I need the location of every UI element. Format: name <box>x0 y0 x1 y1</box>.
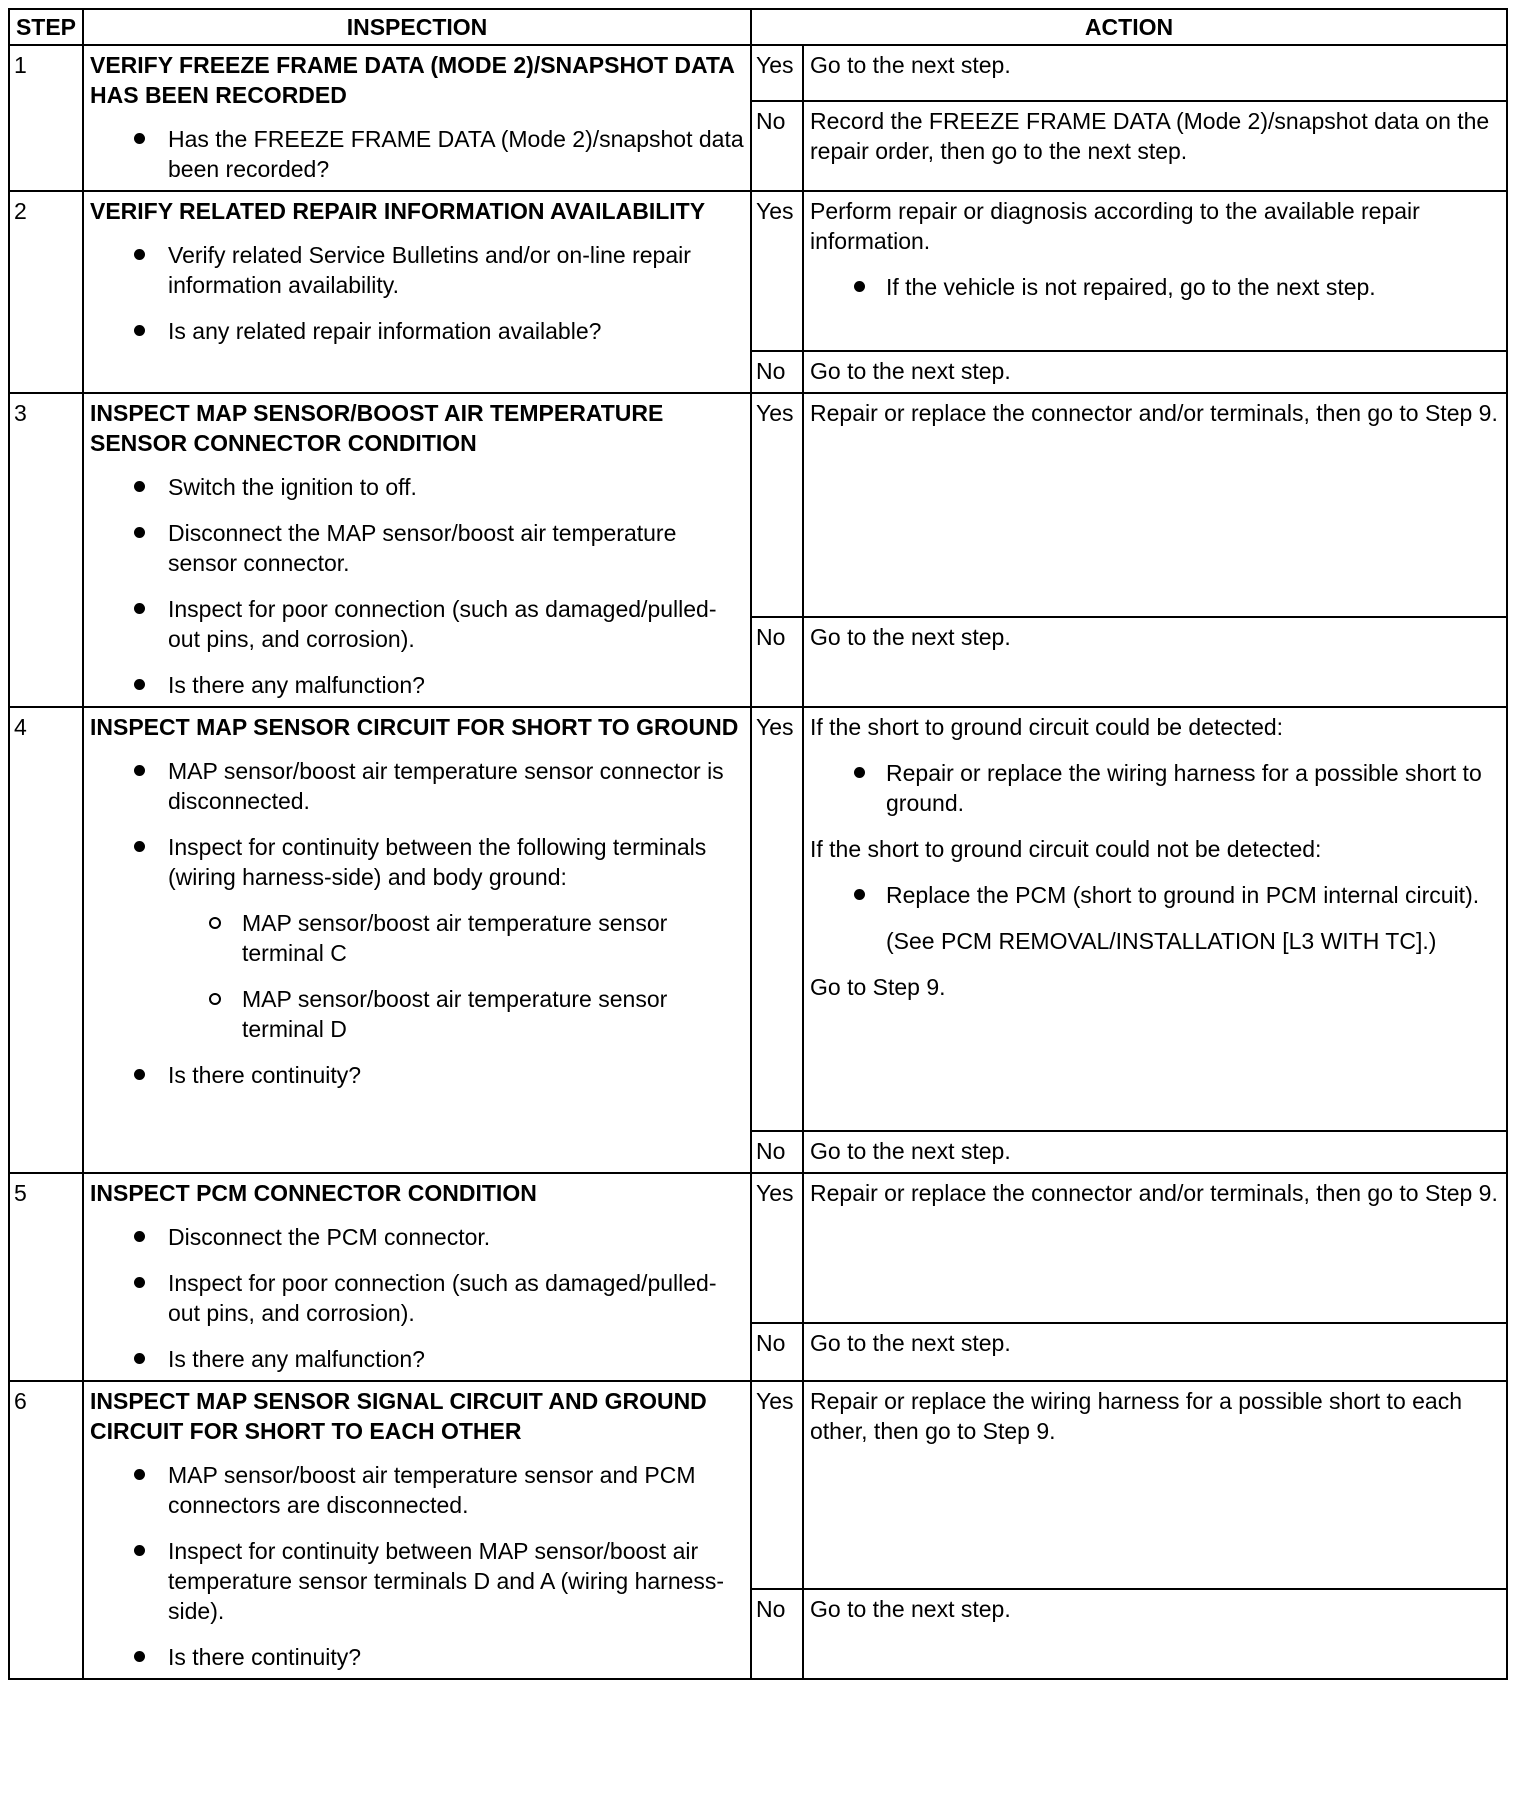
step-title: INSPECT MAP SENSOR/BOOST AIR TEMPERATURE SENSOR CONNECTOR CONDITION <box>90 400 664 456</box>
inspection-bullet: Disconnect the PCM connector. <box>90 1222 744 1252</box>
inspection-bullets <box>90 124 744 184</box>
no-action: Record the FREEZE FRAME DATA (Mode 2)/snapshot data on the repair order, then go to the next step. <box>803 101 1507 191</box>
inspection-bullet: Inspect for poor connection (such as damaged/pulled-out pins, and corrosion). <box>90 1268 744 1328</box>
yes-action-text: Perform repair or diagnosis according to the available repair information. <box>810 198 1420 254</box>
no-label: No <box>751 1323 803 1381</box>
inspection-subbullet: MAP sensor/boost air temperature sensor terminal C <box>90 908 744 968</box>
yes-label: Yes <box>751 393 803 617</box>
yes-label: Yes <box>751 1173 803 1323</box>
inspection-bullet: Inspect for continuity between the following terminals (wiring harness-side) and body ground: <box>90 832 744 892</box>
inspection-bullet: Is any related repair information available? <box>90 316 744 346</box>
no-label: No <box>751 1131 803 1173</box>
step-number: 4 <box>9 707 83 1173</box>
inspection-bullet: Verify related Service Bulletins and/or on-line repair information availability. <box>90 240 744 300</box>
yes-action-bullet: Repair or replace the wiring harness for a possible short to ground. <box>810 758 1500 818</box>
inspection-bullet: Is there any malfunction? <box>90 670 744 700</box>
yes-label: Yes <box>751 45 803 101</box>
no-label: No <box>751 617 803 707</box>
yes-action-text: Go to Step 9. <box>810 974 946 1000</box>
inspection-bullets <box>90 1460 744 1672</box>
step-title: INSPECT MAP SENSOR SIGNAL CIRCUIT AND GROUND CIRCUIT FOR SHORT TO EACH OTHER <box>90 1388 707 1444</box>
yes-action-text: If the short to ground circuit could be detected: <box>810 714 1284 740</box>
inspection-bullets <box>90 472 744 700</box>
step-title: VERIFY RELATED REPAIR INFORMATION AVAILABILITY <box>90 198 706 224</box>
header-step: STEP <box>9 9 83 45</box>
yes-action: Repair or replace the wiring harness for a possible short to each other, then go to Step 9. <box>803 1381 1507 1589</box>
no-action: Go to the next step. <box>803 1589 1507 1679</box>
yes-label: Yes <box>751 1381 803 1589</box>
inspection-bullet: Is there continuity? <box>90 1060 744 1090</box>
inspection-bullet: MAP sensor/boost air temperature sensor connector is disconnected. <box>90 756 744 816</box>
inspection-cell <box>83 707 751 1173</box>
diagnostic-table <box>8 8 1508 1680</box>
header-action: ACTION <box>751 9 1507 45</box>
no-action: Go to the next step. <box>803 1323 1507 1381</box>
yes-action-bullet: If the vehicle is not repaired, go to the next step. <box>810 272 1500 302</box>
inspection-bullet: Disconnect the MAP sensor/boost air temperature sensor connector. <box>90 518 744 578</box>
inspection-cell <box>83 1381 751 1679</box>
inspection-bullet: Switch the ignition to off. <box>90 472 744 502</box>
no-action: Go to the next step. <box>803 1131 1507 1173</box>
see-reference-link[interactable]: (See PCM REMOVAL/INSTALLATION [L3 WITH TC].) <box>886 928 1437 954</box>
step-number: 6 <box>9 1381 83 1679</box>
step-title: INSPECT MAP SENSOR CIRCUIT FOR SHORT TO GROUND <box>90 714 739 740</box>
yes-action <box>803 707 1507 1131</box>
yes-action <box>803 191 1507 351</box>
inspection-bullet: Is there continuity? <box>90 1642 744 1672</box>
step-row-3-yes <box>9 393 1507 617</box>
yes-action-bullet: Replace the PCM (short to ground in PCM internal circuit). <box>810 880 1500 910</box>
inspection-bullet: Inspect for poor connection (such as damaged/pulled-out pins, and corrosion). <box>90 594 744 654</box>
inspection-cell <box>83 191 751 393</box>
step-title: VERIFY FREEZE FRAME DATA (MODE 2)/SNAPSHOT DATA HAS BEEN RECORDED <box>90 52 735 108</box>
step-number: 1 <box>9 45 83 191</box>
yes-label: Yes <box>751 707 803 1131</box>
diagnostic-procedure-sheet <box>8 8 1506 1680</box>
inspection-bullet: Is there any malfunction? <box>90 1344 744 1374</box>
inspection-cell <box>83 45 751 191</box>
inspection-bullet: Inspect for continuity between MAP sensor/boost air temperature sensor terminals D and A (wiring harness-side). <box>90 1536 744 1626</box>
step-number: 3 <box>9 393 83 707</box>
no-action: Go to the next step. <box>803 351 1507 393</box>
no-label: No <box>751 101 803 191</box>
no-action: Go to the next step. <box>803 617 1507 707</box>
yes-action-text: If the short to ground circuit could not be detected: <box>810 836 1322 862</box>
step-row-2-yes <box>9 191 1507 351</box>
step-title: INSPECT PCM CONNECTOR CONDITION <box>90 1180 537 1206</box>
header-row <box>9 9 1507 45</box>
step-row-6-yes <box>9 1381 1507 1589</box>
step-number: 2 <box>9 191 83 393</box>
inspection-bullets <box>90 1222 744 1374</box>
no-label: No <box>751 1589 803 1679</box>
inspection-cell <box>83 393 751 707</box>
no-label: No <box>751 351 803 393</box>
step-row-4-yes <box>9 707 1507 1131</box>
yes-label: Yes <box>751 191 803 351</box>
inspection-bullets <box>90 240 744 346</box>
inspection-bullets <box>90 756 744 1090</box>
step-row-5-yes <box>9 1173 1507 1323</box>
header-inspection: INSPECTION <box>83 9 751 45</box>
inspection-bullet: MAP sensor/boost air temperature sensor and PCM connectors are disconnected. <box>90 1460 744 1520</box>
inspection-bullet: Has the FREEZE FRAME DATA (Mode 2)/snapshot data been recorded? <box>90 124 744 184</box>
yes-action: Repair or replace the connector and/or terminals, then go to Step 9. <box>803 393 1507 617</box>
step-row-1-yes <box>9 45 1507 101</box>
yes-action: Go to the next step. <box>803 45 1507 101</box>
inspection-subbullet: MAP sensor/boost air temperature sensor terminal D <box>90 984 744 1044</box>
yes-action: Repair or replace the connector and/or terminals, then go to Step 9. <box>803 1173 1507 1323</box>
inspection-cell <box>83 1173 751 1381</box>
step-number: 5 <box>9 1173 83 1381</box>
